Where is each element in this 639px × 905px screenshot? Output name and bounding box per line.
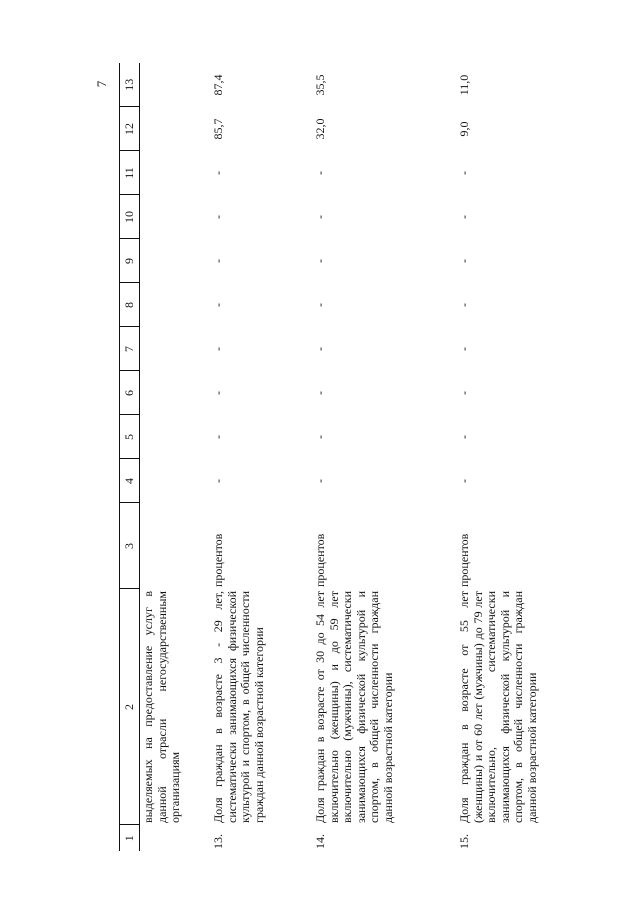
column-header: 10 — [120, 195, 140, 239]
column-header: 13 — [120, 63, 140, 107]
table-row — [312, 63, 456, 851]
cell-col-8: - — [211, 303, 225, 307]
column-header: 11 — [120, 151, 140, 195]
cell-col-7: - — [211, 347, 225, 351]
row-unit: процентов — [313, 533, 327, 587]
cell-col-5: - — [211, 435, 225, 439]
cell-col-12: 32,0 — [313, 118, 327, 140]
cell-col-6: - — [211, 391, 225, 395]
cell-col-10: - — [211, 215, 225, 219]
column-header: 12 — [120, 107, 140, 151]
cell-col-5: - — [457, 435, 471, 439]
column-header: 5 — [120, 415, 140, 459]
cell-col-12: 85,7 — [211, 118, 225, 140]
rotated-table-container — [119, 63, 539, 851]
row-number: 14. — [313, 834, 327, 849]
table-row — [210, 63, 312, 851]
row-unit: процентов — [457, 533, 471, 587]
cell-col-13: 11,0 — [457, 74, 471, 96]
cell-col-11: - — [313, 171, 327, 175]
cell-col-10: - — [457, 215, 471, 219]
cell-col-11: - — [211, 171, 225, 175]
cell-col-4: - — [313, 479, 327, 483]
column-header: 3 — [120, 503, 140, 589]
row-description: Доля граждан в возрасте от 55 лет (женщины) и от 60 лет (мужчины) до 79 лет включительно, систематически занимающихся физической культурой и спортом, в общей численности граждан данной возрастной категории — [457, 591, 539, 823]
row-description: выделяемых на предоставление услуг в данной отрасли негосударственным организациям — [141, 591, 182, 823]
cell-col-9: - — [457, 259, 471, 263]
cell-col-12: 9,0 — [457, 121, 471, 137]
cell-col-4: - — [457, 479, 471, 483]
cell-col-5: - — [313, 435, 327, 439]
column-header: 1 — [120, 825, 140, 851]
cell-col-8: - — [313, 303, 327, 307]
row-number: 13. — [211, 834, 225, 849]
cell-col-6: - — [457, 391, 471, 395]
cell-col-7: - — [457, 347, 471, 351]
column-header: 9 — [120, 239, 140, 283]
row-unit: процентов — [211, 533, 225, 587]
cell-col-8: - — [457, 303, 471, 307]
column-header: 7 — [120, 327, 140, 371]
cell-col-9: - — [211, 259, 225, 263]
column-header: 8 — [120, 283, 140, 327]
cell-col-13: 87,4 — [211, 74, 225, 96]
cell-col-11: - — [457, 171, 471, 175]
row-number: 15. — [457, 834, 471, 849]
row-description: Доля граждан в возрасте 3 - 29 лет, систематически занимающихся физической культурой и спортом, в общей численности граждан данной возрастной категории — [211, 591, 266, 823]
column-header: 6 — [120, 371, 140, 415]
row-description: Доля граждан в возрасте от 30 до 54 лет включительно (женщины) и до 59 лет включительно (мужчины), систематически занимающихся физической культурой и спортом, в общей численности граждан данной возрастной категории — [313, 591, 395, 823]
table-row-continuation — [140, 63, 211, 851]
indicators-table — [119, 63, 564, 851]
cell-col-4: - — [211, 479, 225, 483]
column-header: 4 — [120, 459, 140, 503]
page-number: 7 — [94, 80, 109, 88]
cell-col-7: - — [313, 347, 327, 351]
cell-col-10: - — [313, 215, 327, 219]
cell-col-13: 35,5 — [313, 74, 327, 96]
cell-col-6: - — [313, 391, 327, 395]
row-number — [140, 825, 211, 851]
column-header-row — [120, 63, 140, 851]
column-header: 2 — [120, 589, 140, 825]
cell-col-9: - — [313, 259, 327, 263]
table-row — [456, 63, 564, 851]
